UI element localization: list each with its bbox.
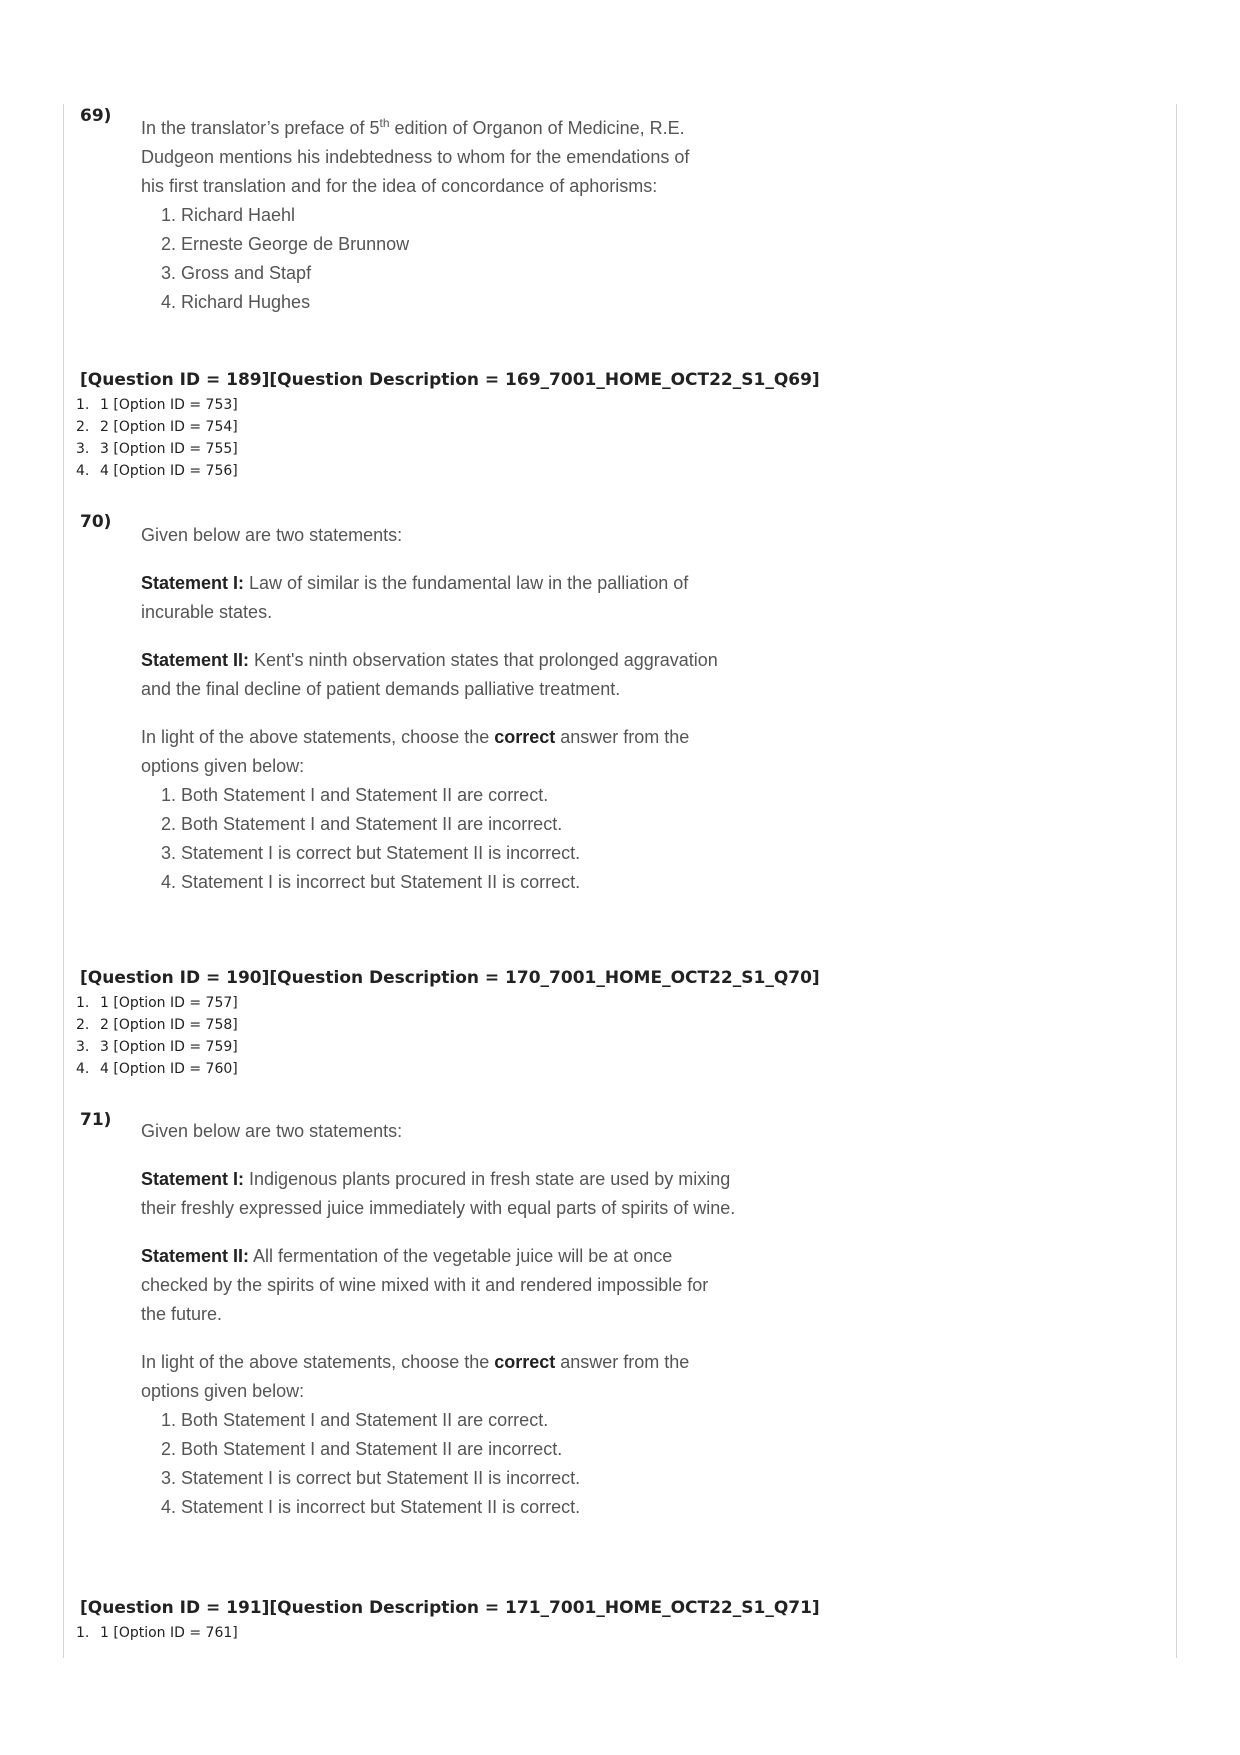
option-text: 2 [Option ID = 758] [100, 1017, 238, 1033]
option-item [76, 394, 238, 416]
stem-line: Dudgeon mentions his indebtedness to whom for the emendations of [141, 147, 690, 167]
option-number: 2. [76, 1017, 90, 1033]
option-number: 1. [76, 397, 90, 413]
question-meta: [Question ID = 191][Question Description = 171_7001_HOME_OCT22_S1_Q71] [80, 1598, 820, 1618]
question-number: 70) [80, 512, 112, 532]
option-text: 1 [Option ID = 761] [100, 1625, 238, 1641]
stem-line [141, 114, 801, 143]
statement-text: All fermentation of the vegetable juice will be at once [249, 1246, 673, 1266]
question-body [141, 114, 801, 317]
option-text: 1 [Option ID = 753] [100, 397, 238, 413]
instruction-text: answer from the [555, 1352, 690, 1372]
option-text: 3 [Option ID = 759] [100, 1039, 238, 1055]
question-number: 71) [80, 1110, 112, 1130]
question-meta: [Question ID = 189][Question Description = 169_7001_HOME_OCT22_S1_Q69] [80, 370, 820, 390]
option-number: 2. [76, 419, 90, 435]
question-number: 69) [80, 106, 112, 126]
option-number: 4. [76, 1061, 90, 1077]
choice-item: 1. Both Statement I and Statement II are correct. [181, 781, 801, 810]
stem-text: edition of Organon of Medicine, R.E. [389, 118, 685, 138]
statement-2-cont: checked by the spirits of wine mixed with it and rendered impossible for [141, 1275, 709, 1295]
option-text: 2 [Option ID = 754] [100, 419, 238, 435]
choice-item: 1. Richard Haehl [181, 201, 801, 230]
statement-text: Kent's ninth observation states that prolonged aggravation [249, 650, 718, 670]
question-body [141, 521, 801, 897]
intro-text: Given below are two statements: [141, 1121, 403, 1141]
statement-1-cont: their freshly expressed juice immediately with equal parts of spirits of wine. [141, 1198, 736, 1218]
statement-2 [141, 1242, 801, 1271]
option-text: 1 [Option ID = 757] [100, 995, 238, 1011]
choice-item: 4. Statement I is incorrect but Statement II is correct. [181, 868, 801, 897]
right-border [1176, 104, 1177, 1658]
option-number: 1. [76, 995, 90, 1011]
superscript: th [379, 116, 390, 130]
option-number: 4. [76, 463, 90, 479]
statement-label: Statement II: [141, 1246, 250, 1266]
choice-item: 4. Richard Hughes [181, 288, 801, 317]
statement-2 [141, 646, 801, 675]
option-item [76, 1058, 238, 1080]
instruction-text: answer from the [555, 727, 690, 747]
statement-label: Statement II: [141, 650, 250, 670]
option-item [76, 416, 238, 438]
option-item [76, 1622, 238, 1644]
choice-list [141, 201, 801, 317]
statement-text: Indigenous plants procured in fresh state are used by mixing [244, 1169, 731, 1189]
intro-text: Given below are two statements: [141, 525, 403, 545]
instruction-bold: correct [494, 727, 556, 747]
statement-1-cont: incurable states. [141, 602, 273, 622]
option-list [76, 1622, 238, 1644]
instruction [141, 723, 801, 752]
instruction [141, 1348, 801, 1377]
option-item [76, 1036, 238, 1058]
statement-1 [141, 1165, 801, 1194]
left-border [63, 104, 64, 1658]
choice-item: 3. Statement I is correct but Statement II is incorrect. [181, 839, 801, 868]
option-number: 1. [76, 1625, 90, 1641]
instruction-text: In light of the above statements, choose the [141, 1352, 495, 1372]
option-list [76, 394, 238, 482]
statement-label: Statement I: [141, 1169, 245, 1189]
statement-text: Law of similar is the fundamental law in the palliation of [244, 573, 689, 593]
instruction-cont: options given below: [141, 1381, 305, 1401]
choice-item: 2. Erneste George de Brunnow [181, 230, 801, 259]
option-list [76, 992, 238, 1080]
choice-item: 1. Both Statement I and Statement II are correct. [181, 1406, 801, 1435]
statement-1 [141, 569, 801, 598]
option-item [76, 438, 238, 460]
choice-list [141, 781, 801, 897]
instruction-text: In light of the above statements, choose the [141, 727, 495, 747]
statement-2-cont: the future. [141, 1304, 223, 1324]
choice-item: 2. Both Statement I and Statement II are incorrect. [181, 810, 801, 839]
question-meta: [Question ID = 190][Question Description = 170_7001_HOME_OCT22_S1_Q70] [80, 968, 820, 988]
option-number: 3. [76, 441, 90, 457]
choice-list [141, 1406, 801, 1522]
choice-item: 2. Both Statement I and Statement II are incorrect. [181, 1435, 801, 1464]
instruction-bold: correct [494, 1352, 556, 1372]
statement-2-cont: and the final decline of patient demands palliative treatment. [141, 679, 621, 699]
option-item [76, 992, 238, 1014]
option-item [76, 460, 238, 482]
option-number: 3. [76, 1039, 90, 1055]
choice-item: 4. Statement I is incorrect but Statement II is correct. [181, 1493, 801, 1522]
choice-item: 3. Gross and Stapf [181, 259, 801, 288]
choice-item: 3. Statement I is correct but Statement II is incorrect. [181, 1464, 801, 1493]
question-body [141, 1117, 801, 1522]
option-text: 3 [Option ID = 755] [100, 441, 238, 457]
statement-label: Statement I: [141, 573, 245, 593]
instruction-cont: options given below: [141, 756, 305, 776]
option-text: 4 [Option ID = 756] [100, 463, 238, 479]
stem-text: In the translator’s preface of 5 [141, 118, 380, 138]
option-item [76, 1014, 238, 1036]
stem-line: his first translation and for the idea of concordance of aphorisms: [141, 176, 658, 196]
option-text: 4 [Option ID = 760] [100, 1061, 238, 1077]
